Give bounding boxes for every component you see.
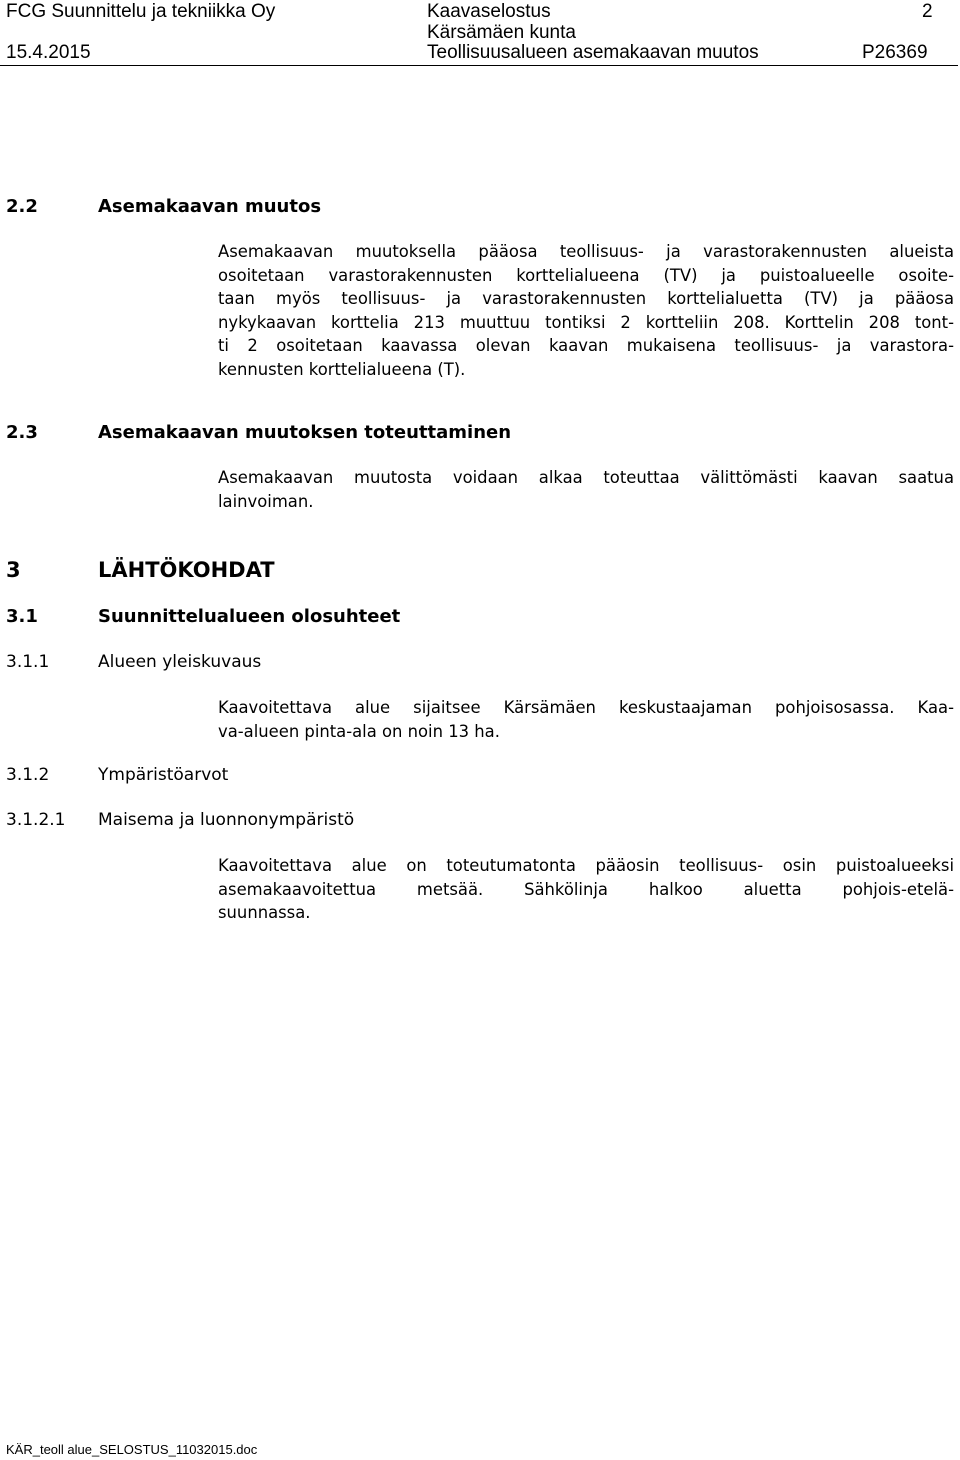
- section-3-1-2-1-paragraph: [218, 854, 954, 925]
- section-2-3-paragraph: [218, 466, 954, 513]
- paragraph-line: osoitetaan varastorakennusten korttelialueena (TV) ja puistoalueelle osoite-: [218, 265, 954, 285]
- chapter-number: 3: [6, 558, 21, 582]
- section-2-2-paragraph: [218, 240, 954, 381]
- section-title: Asemakaavan muutos: [98, 196, 322, 217]
- footer-filename: KÄR_teoll alue_SELOSTUS_11032015.doc: [6, 1442, 258, 1457]
- subsection-number: 3.1.1: [6, 652, 50, 672]
- subsection-title: Maisema ja luonnonympäristö: [98, 810, 355, 830]
- section-title: Asemakaavan muutoksen toteuttaminen: [98, 422, 512, 443]
- subsection-title: Ympäristöarvot: [98, 765, 229, 785]
- header-project-number: P26369: [862, 42, 928, 63]
- section-number: 3.1: [6, 606, 38, 627]
- section-title: Suunnittelualueen olosuhteet: [98, 606, 401, 627]
- paragraph-line: Asemakaavan muutoksella pääosa teollisuus- ja varastorakennusten alueista: [218, 242, 954, 261]
- paragraph-line: nykykaavan korttelia 213 muuttuu tontiksi 2 kortteliin 208. Korttelin 208 tont-: [218, 312, 954, 332]
- header-doc-type: Kaavaselostus: [427, 1, 551, 22]
- paragraph-line: Kaavoitettava alue sijaitsee Kärsämäen keskustaajaman pohjoisosassa. Kaa-: [218, 698, 954, 717]
- paragraph-line: suunnassa.: [218, 903, 311, 922]
- paragraph-line: asemakaavoitettua metsää. Sähkölinja halkoo aluetta pohjois-etelä-: [218, 879, 954, 899]
- paragraph-line: Asemakaavan muutosta voidaan alkaa toteuttaa välittömästi kaavan saatua: [218, 468, 954, 487]
- header-municipality: Kärsämäen kunta: [427, 22, 576, 43]
- paragraph-line: ti 2 osoitetaan kaavassa olevan kaavan mukaisena teollisuus- ja varastora-: [218, 336, 954, 355]
- header-page-number: 2: [922, 1, 933, 22]
- section-number: 2.3: [6, 422, 38, 443]
- subsection-title: Alueen yleiskuvaus: [98, 652, 262, 672]
- chapter-title: LÄHTÖKOHDAT: [98, 558, 275, 582]
- subsection-number: 3.1.2.1: [6, 810, 66, 830]
- header-date: 15.4.2015: [6, 42, 91, 63]
- section-3-1-1-paragraph: [218, 696, 954, 743]
- header-project-title: Teollisuusalueen asemakaavan muutos: [427, 42, 759, 63]
- header-company: FCG Suunnittelu ja tekniikka Oy: [6, 1, 276, 22]
- paragraph-line: Kaavoitettava alue on toteutumatonta pääosin teollisuus- osin puistoalueeksi: [218, 856, 954, 875]
- paragraph-line: va-alueen pinta-ala on noin 13 ha.: [218, 721, 500, 741]
- header-rule: [0, 65, 958, 66]
- subsection-number: 3.1.2: [6, 765, 50, 785]
- paragraph-line: lainvoiman.: [218, 491, 314, 511]
- paragraph-line: taan myös teollisuus- ja varastorakennusten korttelialuetta (TV) ja pääosa: [218, 289, 954, 308]
- section-number: 2.2: [6, 196, 38, 217]
- paragraph-line: kennusten korttelialueena (T).: [218, 359, 466, 379]
